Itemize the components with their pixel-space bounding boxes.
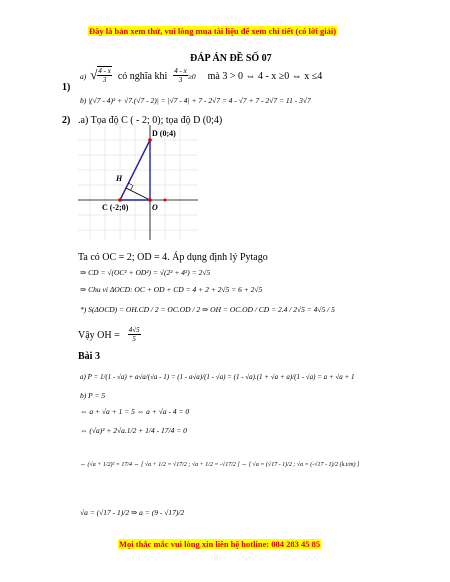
q1-a-cond-tail: ≥0 — [187, 72, 196, 81]
q1-a-sqrt-fraction — [97, 66, 111, 84]
q2-conclusion-num: 4√5 — [128, 325, 140, 334]
label-o: O — [152, 203, 158, 212]
q2-conclusion-den: 5 — [132, 334, 136, 343]
q3-line-6: √a = (√17 - 1)/2 ⇒ a = (9 - √17)/2 — [80, 508, 185, 517]
q3-line-1: a) P = 1/(1 - √a) + a√a/(√a - 1) = (1 - a√a)/(1 - √a) = (1 - √a).(1 + √a + a)/(1 - √a) = a + √a + 1 — [80, 373, 355, 381]
q2-a-text: .a) Tọa độ C ( - 2; 0); tọa độ D (0;4) — [78, 115, 223, 126]
segment-oh — [126, 188, 150, 200]
q1-a-rest: mà 3 > 0 ⇔ 4 - x ≥0 ⇔ x ≤4 — [207, 71, 323, 82]
header-banner: Đây là bản xem thử, vui lòng mua tài liệu để xem chi tiết (có lời giải) — [89, 26, 337, 36]
point-o — [148, 198, 152, 202]
q3-line-2: b) P = 5 — [80, 391, 106, 400]
q1-part-b: b) |(√7 - 4)² + √7.(√7 - 2)| = |√7 - 4| + 7 - 2√7 = 4 - √7 + 7 - 2√7 = 11 - 3√7 — [80, 96, 311, 105]
q1-a-cond-den: 3 — [178, 75, 183, 84]
q3-line-5: ⇔ (√a + 1/2)² = 17/4 ⇔ [ √a + 1/2 = √17/2 ; √a + 1/2 = -√17/2 ] ⇔ [ √a = (√17 - 1)/2 ; √a = (-√17 - 1)/2 (k.t/m) ] — [80, 462, 360, 468]
q1-number: 1) — [62, 82, 71, 93]
q2-line-3: ⇒ Chu vi ΔOCD: OC + OD + CD = 4 + 2 + 2√5 = 6 + 2√5 — [80, 285, 263, 294]
graph-grid — [78, 125, 198, 240]
point-d — [148, 138, 152, 142]
q2-conclusion — [78, 325, 141, 343]
q2-conclusion-prefix: Vậy OH = — [78, 330, 120, 341]
q2-conclusion-fraction — [128, 326, 141, 343]
q3-line-3: ⇔ a + √a + 1 = 5 ⇔ a + √a - 4 = 0 — [80, 407, 190, 416]
label-h: H — [116, 174, 123, 183]
q2-number: 2) — [62, 115, 71, 126]
q1-a-cond-fraction — [173, 67, 187, 84]
label-d: D (0;4) — [152, 129, 176, 138]
q1-part-a: a) √ $\frac{4 - x}{3}$ có nghĩa khi $\frac{4 - x}{3}$ ≥0 mà 3 > 0 ⇔ 4 - x ≥0 ⇔ x ≤4 — [80, 66, 323, 85]
q2-line-1: Ta có OC = 2; OD = 4. Áp dụng định lý Pytago — [78, 252, 268, 263]
q2-line-4: *) S(ΔOCD) = OH.CD / 2 = OC.OD / 2 ⇒ OH = OC.OD / CD = 2.4 / 2√5 = 4√5 / 5 — [80, 305, 335, 314]
q1-a-text: có nghĩa khi — [117, 71, 168, 82]
q1-a-sqrt-num: 4 - x — [98, 67, 111, 76]
q1-a-cond-num: 4 - x — [174, 66, 187, 75]
label-c: C (-2;0) — [102, 203, 129, 212]
q1-a-sqrt-den: 3 — [102, 76, 107, 85]
q3-line-4: ⇔ (√a)² + 2√a.1/2 + 1/4 - 17/4 = 0 — [80, 426, 187, 435]
q1-a-label: a) — [80, 72, 87, 81]
q3-title: Bài 3 — [78, 351, 100, 362]
q2-line-2: ⇒ CD = √(OC² + OD²) = √(2² + 4²) = 2√5 — [80, 268, 211, 277]
coordinate-graph — [78, 125, 198, 240]
footer-banner: Mọi thắc mắc vui lòng xin liên hệ hotline: 084 283 45 85 — [119, 539, 321, 549]
point-c — [118, 198, 122, 202]
page-title: ĐÁP ÁN ĐỀ SỐ 07 — [190, 53, 272, 64]
point-unit — [164, 199, 167, 202]
